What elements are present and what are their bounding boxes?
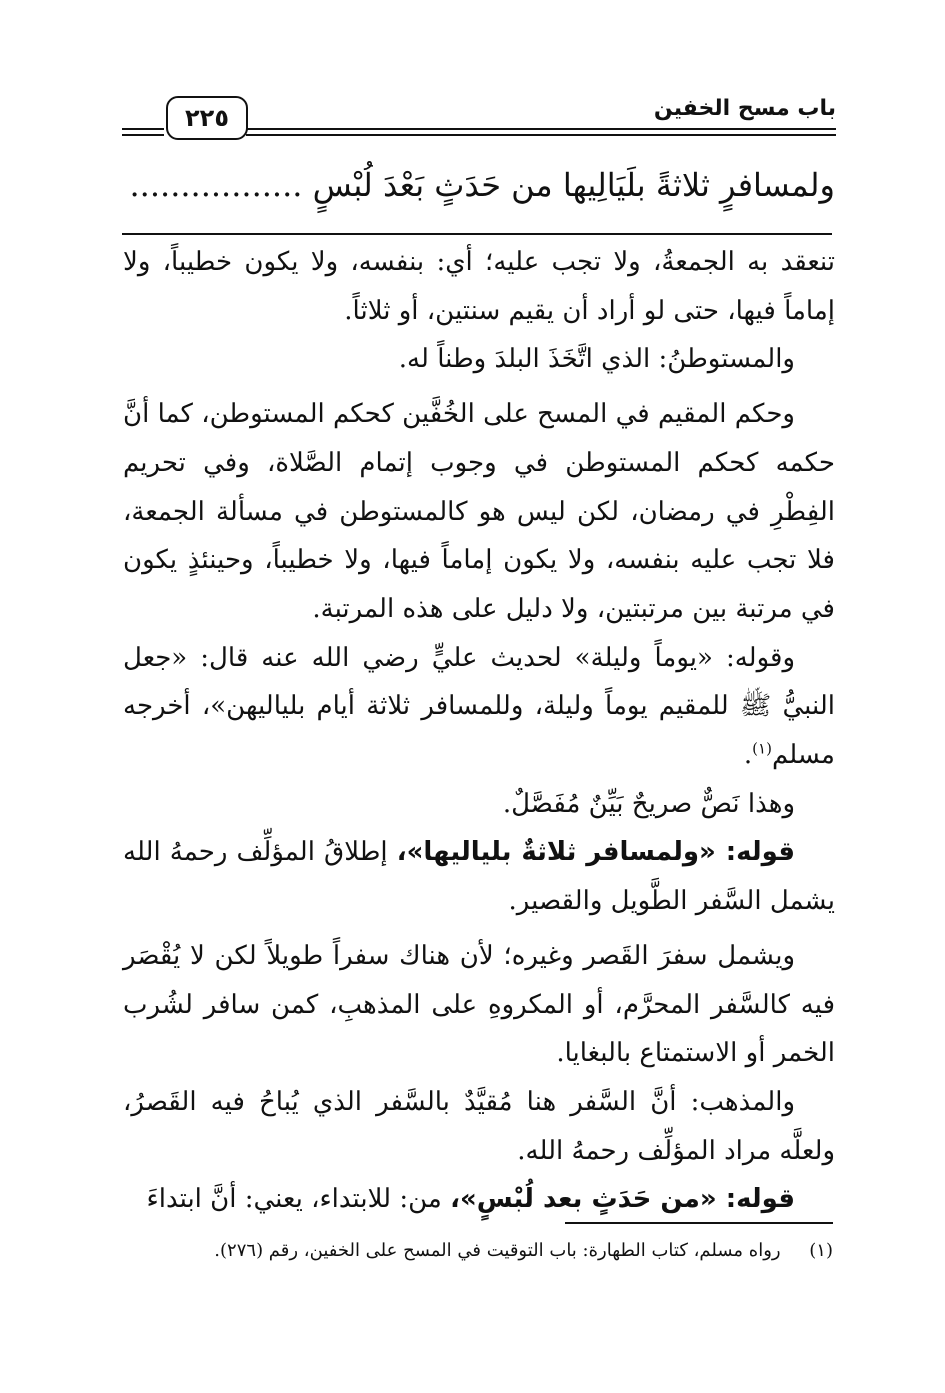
matn-divider — [122, 233, 832, 235]
paragraph-8: والمذهب: أنَّ السَّفر هنا مُقيَّدٌ بالسَّفر الذي يُباحُ فيه القَصرُ، ولعلَّه مراد المؤلِّف رحمهُ الله. — [123, 1086, 835, 1166]
footnote-text: رواه مسلم، كتاب الطهارة: باب التوقيت في المسح على الخفين، رقم (٢٧٦). — [214, 1240, 781, 1261]
page-header — [122, 90, 836, 150]
paragraph-9-text: من: للابتداء، يعني: أنَّ ابتداءَ — [146, 1184, 451, 1215]
paragraph-9 — [123, 1175, 835, 1224]
paragraph-6-label: قوله: «ولمسافر ثلاثةٌ بلياليها»، — [396, 837, 795, 868]
paragraph-4 — [123, 634, 835, 780]
paragraph-2: والمستوطنُ: الذي اتَّخَذَ البلدَ وطناً له. — [398, 344, 795, 375]
paragraph-6-text: إطلاقُ المؤلِّف رحمهُ الله يشمل السَّفر الطَّويل والقصير. — [123, 837, 835, 917]
paragraph-1: تنعقد به الجمعةُ، ولا تجب عليه؛ أي: بنفسه، ولا يكون خطيباً، ولا إماماً فيها، حتى لو أراد أن يقيم سنتين، أو ثلاثاً. — [123, 247, 835, 326]
paragraph-7: ويشمل سفرَ القَصر وغيره؛ لأن هناك سفراً طويلاً لكن لا يُقْصَر فيه كالسَّفر المحرَّم، أو المكروهِ على المذهبِ، كمن سافر لشُرب الخمر أو الاستمتاع بالبغايا. — [123, 940, 835, 1069]
chapter-title: باب مسح الخفين — [653, 96, 836, 121]
header-rule-left-bottom — [122, 134, 164, 136]
commentary-body — [123, 238, 835, 1224]
page-number: ٢٢٥ — [166, 96, 248, 140]
paragraph-6 — [123, 828, 835, 925]
footnote-number: (١) — [809, 1240, 833, 1261]
matn-text: ولمسافرٍ ثلاثةً بلَيَالِيها من حَدَثٍ بَعْدَ لُبْسٍ ................. — [129, 166, 835, 204]
footnote — [121, 1236, 833, 1266]
header-rule-right-bottom — [246, 134, 836, 136]
header-rule-left-top — [122, 128, 164, 130]
footnote-divider — [565, 1222, 833, 1224]
footnote-reference[interactable]: (١) — [752, 739, 772, 758]
header-rule-right-top — [246, 128, 836, 130]
paragraph-4-end: . — [743, 740, 753, 771]
paragraph-9-label: قوله: «من حَدَثٍ بعد لُبْسٍ»، — [450, 1184, 795, 1215]
paragraph-3: وحكم المقيم في المسح على الخُفَّين كحكم المستوطن، كما أنَّ حكمه كحكم المستوطن في وجوب إتمام الصَّلاة، وفي تحريم الفِطْرِ في رمضان، لكن ليس هو كالمستوطن في مسألة الجمعة، فلا تجب عليه بنفسه، ولا يكون إماماً فيها، ولا خطيباً، وحينئذٍ يكون في مرتبة بين مرتبتين، ولا دليل على هذه المرتبة. — [123, 399, 835, 624]
paragraph-4-text: وقوله: «يوماً وليلة» لحديث عليٍّ رضي الله عنه قال: «جعل النبيُّ ﷺ للمقيم يوماً وليلة، وللمسافر ثلاثة أيام بلياليهن»، أخرجه مسلم — [123, 642, 835, 771]
paragraph-5: وهذا نَصٌّ صريحٌ بَيِّنٌ مُفَصَّلٌ. — [502, 788, 795, 819]
